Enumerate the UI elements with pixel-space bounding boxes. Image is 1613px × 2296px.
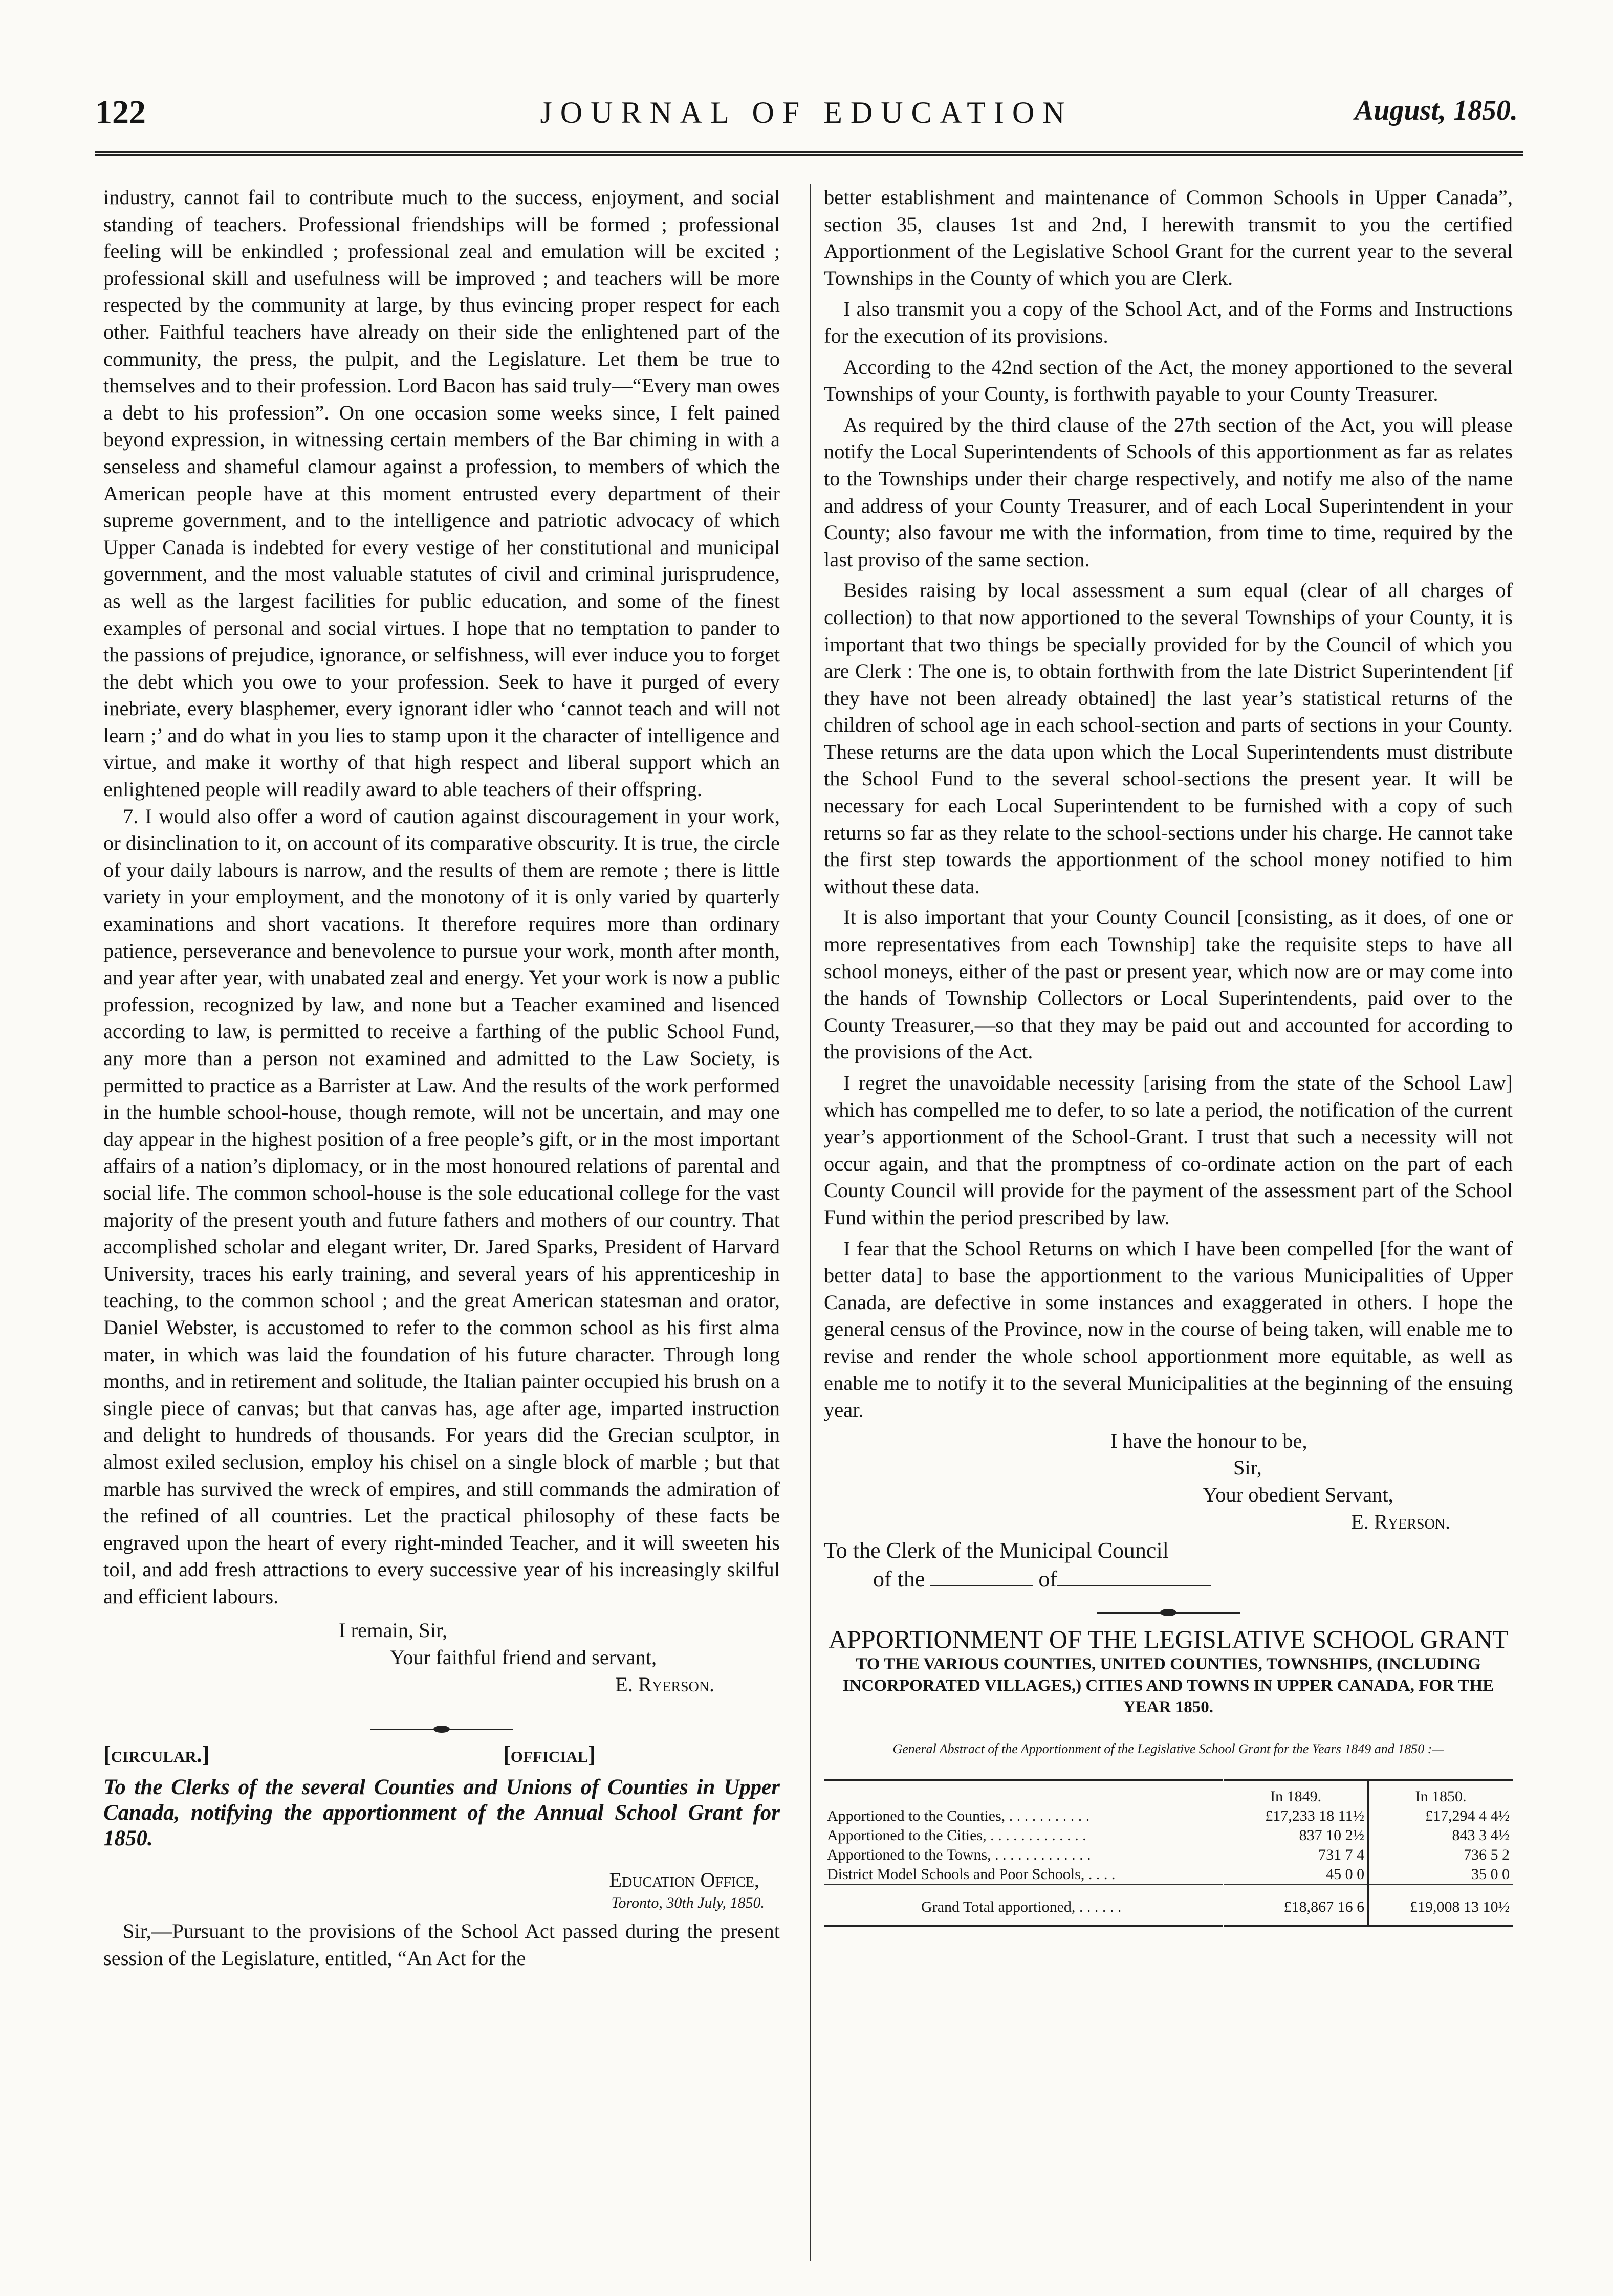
- paragraph: I also transmit you a copy of the School Act, and of the Forms and Instructions for the execution of its provisions.: [824, 297, 1513, 347]
- paragraph: I fear that the School Returns on which I have been compelled [for the want of better data] to base the apportionment to the various Municipalities of Upper Canada, are defective in some instances and exaggerated in others. I hope the general census of the Province, now in the course of being taken, will enable me to revise and render the whole school apportionment more equitable, as well as enable me to notify it to the several Municipalities at the beginning of the ensuing year.: [824, 1237, 1513, 1422]
- paragraph: As required by the third clause of the 27th section of the Act, you will please notify the Local Superintendents of Schools of this apportionment as far as relates to the Townships under their charge respectively, and notify me also of the name and address of your County Treasurer, and of each Local Superintendent in your County; also favour me with the information, from time to time, required by the last proviso of the same section.: [824, 413, 1513, 571]
- blank-line: [1057, 1566, 1211, 1586]
- issue-date: August, 1850.: [1355, 95, 1518, 126]
- value-1850: 736 5 2: [1368, 1845, 1513, 1865]
- table-row: [824, 1865, 1513, 1885]
- page-header: [95, 93, 1518, 139]
- row-label: Apportioned to the Counties, . . . . . . . . . . .: [827, 1807, 1090, 1825]
- total-1849: £18,867 16 6: [1224, 1885, 1368, 1926]
- place-date: Toronto, 30th July, 1850.: [611, 1894, 765, 1912]
- official-label: [official]: [503, 1742, 596, 1768]
- circular-title: To the Clerks of the several Counties and Unions of Counties in Upper Canada, notifying the apportionment of the Annual School Grant for 1850.: [103, 1775, 780, 1850]
- value-1849: 837 10 2½: [1224, 1826, 1368, 1845]
- journal-title: JOURNAL OF EDUCATION: [540, 96, 1073, 129]
- value-1849: £17,233 18 11½: [1224, 1806, 1368, 1826]
- table-row: [824, 1806, 1513, 1826]
- section-rule: [370, 1729, 513, 1730]
- column-divider: [810, 184, 811, 2261]
- table-header-row: [824, 1780, 1513, 1807]
- value-1850: 843 3 4½: [1368, 1826, 1513, 1845]
- section-rule: [1097, 1612, 1240, 1614]
- value-1849: 731 7 4: [1224, 1845, 1368, 1865]
- letter-opening: Sir,—Pursuant to the provisions of the School Act passed during the present session of the Legislature, entitled, “An Act for the: [103, 1919, 780, 1970]
- paragraph: better establishment and maintenance of Common Schools in Upper Canada”, section 35, clauses 1st and 2nd, I herewith transmit to you the certified Apportionment of the Legislative School Grant for the current year to the several Townships in the County of which you are Clerk.: [824, 186, 1513, 290]
- paragraph: industry, cannot fail to contribute much to the success, enjoyment, and social standing of teachers. Professional friendships will be formed ; professional feeling will be enkindled ; professional zeal and emulation will be excited ; professional skill and usefulness will be improved ; and teachers will be more respected by the community at large, by thus evincing proper respect for each other. Faithful teachers have already on their side the enlightened part of the community, the press, the pulpit, and the Legislature. Let them be true to themselves and to their profession. Lord Bacon has said truly—“Every man owes a debt to his profession”. On one occasion some weeks since, I felt pained beyond expression, in witnessing certain members of the Bar chiming in with a senseless and shameful clamour against a profession, to members of which the American people have at this moment entrusted every department of their supreme government, and to the intelligence and patriotic advocacy of which Upper Canada is indebted for every vestige of her constitutional and municipal government, and the most valuable statutes of civil and criminal jurisprudence, as well as the largest facilities for public education, and some of the finest examples of personal and social virtues. I hope that no temptation to pander to the passions of prejudice, ignorance, or selfishness, will ever induce you to forget the debt which you owe to your profession. Seek to have it purged of every inebriate, every blasphemer, every ignorant idler who ‘cannot teach and will not learn ;’ and do what in you lies to stamp upon it the character of intelligence and virtue, and make it worthy of that high respect and liberal support which an enlightened people will readily award to able teachers of their offspring.: [103, 186, 780, 801]
- address-of: of: [1038, 1566, 1058, 1592]
- paragraph: Besides raising by local assessment a sum equal (clear of all charges of collection) to that now apportioned to the several Townships of your County, it is important that two things be specially provided for by the Council of which you are Clerk : The one is, to obtain forthwith from the late District Superintendent [if they have not been already obtained] the last year’s statistical returns of the children of school age in each school-section and parts of sections in your County. These returns are the data upon which the Local Superintendents must distribute the School Fund to the several school-sections the present year. It will be necessary for each Local Superintendent to be furnished with a copy of such returns so far as they relate to the school-sections under his charge. He cannot take the first step towards the apportionment of the school money notified to him without these data.: [824, 579, 1513, 898]
- page-number: 122: [95, 94, 146, 131]
- right-column: [824, 184, 1513, 1927]
- value-1850: 35 0 0: [1368, 1865, 1513, 1885]
- abstract-title: General Abstract of the Apportionment of the Legislative School Grant for the Years 1849 and 1850 :—: [892, 1741, 1444, 1757]
- col-header-1849: In 1849.: [1224, 1780, 1368, 1807]
- row-label: Apportioned to the Towns, . . . . . . . . . . . . .: [827, 1846, 1091, 1864]
- table-row: [824, 1826, 1513, 1845]
- table-total-row: [824, 1885, 1513, 1926]
- total-label: Grand Total apportioned, . . . . . .: [824, 1885, 1224, 1926]
- grant-table: [824, 1779, 1513, 1927]
- address-line: [824, 1565, 1513, 1594]
- signature: E. Ryerson.: [1351, 1510, 1451, 1533]
- paragraph: According to the 42nd section of the Act, the money apportioned to the several Townships of your County, is forthwith payable to your County Treasurer.: [824, 355, 1513, 406]
- paragraph: I regret the unavoidable necessity [arising from the state of the School Law] which has compelled me to defer, to so late a period, the notification of the current year’s apportionment of the School-Grant. I trust that such a necessity will not occur again, and that the promptness of co-ordinate action on the part of each County Council will provide for the payment of the assessment part of the School Fund within the period prescribed by law.: [824, 1071, 1513, 1229]
- circular-heading: [103, 1741, 780, 1769]
- apportionment-subheading: TO THE VARIOUS COUNTIES, UNITED COUNTIES, TOWNSHIPS, (INCLUDING INCORPORATED VILLAGES,) CITIES AND TOWNS IN UPPER CANADA, FOR THE YEAR 1850.: [842, 1655, 1494, 1717]
- address-block: [824, 1536, 1513, 1594]
- col-header-1850: In 1850.: [1368, 1780, 1513, 1807]
- left-column: [103, 184, 780, 1972]
- value-1850: £17,294 4 4½: [1368, 1806, 1513, 1826]
- closing-line: I have the honour to be,: [1110, 1429, 1307, 1452]
- value-1849: 45 0 0: [1224, 1865, 1368, 1885]
- closing-block: [824, 1428, 1513, 1535]
- paragraph: It is also important that your County Council [consisting, as it does, of one or more representatives from each Township] take the requisite steps to have all school moneys, either of the past or present year, which now are or may come into the hands of Township Collectors or Local Superintendents, paid over to the County Treasurer,—so that they may be paid out and accounted for according to the provisions of the Act.: [824, 906, 1513, 1064]
- closing-line: I remain, Sir,: [339, 1619, 448, 1642]
- closing-line: Your obedient Servant,: [1203, 1483, 1393, 1506]
- row-label: District Model Schools and Poor Schools, . . . .: [827, 1866, 1116, 1883]
- signature: E. Ryerson.: [615, 1672, 715, 1696]
- circular-label: [circular.]: [103, 1742, 210, 1768]
- address-line: To the Clerk of the Municipal Council: [824, 1538, 1169, 1563]
- apportionment-heading: APPORTIONMENT OF THE LEGISLATIVE SCHOOL GRANT: [828, 1625, 1509, 1654]
- table-row: [824, 1845, 1513, 1865]
- closing-line: Sir,: [1233, 1456, 1262, 1480]
- paragraph: 7. I would also offer a word of caution against discouragement in your work, or disinclination to it, on account of its comparative obscurity. It is true, the circle of your daily labours is narrow, and the results of them are remote ; there is little variety in your employment, and the monotony of it is only varied by quarterly examinations and short vacations. It therefore requires more than ordinary patience, perseverance and benevolence to pursue your work, month after month, and year after year, with unabated zeal and energy. Yet your work is now a public profession, recognized by law, and none but a Teacher examined and lisenced according to law, is permitted to receive a farthing of the public School Fund, any more than a person not examined and admitted to the Law Society, is permitted to practice as a Barrister at Law. And the results of the work performed in the humble school-house, though remote, will not be uncertain, and may one day appear in the highest position of a free people’s gift, or in the most important affairs of a nation’s diplomacy, or in the most honoured relations of parental and social life. The common school-house is the sole educational college for the vast majority of the present youth and future fathers and mothers of our country. That accomplished scholar and elegant writer, Dr. Jared Sparks, President of Harvard University, traces his early training, and several years of his apprenticeship in teaching, to the common school ; and the great American statesman and orator, Daniel Webster, is accustomed to refer to the common school as his first alma mater, in which was laid the foundation of his future character. Through long months, and in retirement and solitude, the Italian painter occupied his brush on a single piece of canvas; but that canvas has, age after age, imparted instruction and delight to hundreds of thousands. For years did the Grecian sculptor, in almost exiled seclusion, employ his chisel on a single block of marble ; but that marble has survived the wreck of empires, and still commands the admiration of the refined of all countries. Let the practical philosophy of these facts be engraved upon the heart of every right-minded Teacher, and it will sweeten his toil, and add fresh attractions to every successive year of his increasingly skilful and efficient labours.: [103, 804, 780, 1608]
- address-of-the: of the: [873, 1566, 925, 1592]
- blank-line: [930, 1566, 1033, 1586]
- office-name: Education Office,: [609, 1868, 759, 1891]
- total-1850: £19,008 13 10½: [1368, 1885, 1513, 1926]
- row-label: Apportioned to the Cities, . . . . . . . . . . . . .: [827, 1827, 1086, 1844]
- closing-line: Your faithful friend and servant,: [390, 1646, 657, 1669]
- closing-block: [103, 1617, 780, 1698]
- header-rule: [95, 151, 1523, 156]
